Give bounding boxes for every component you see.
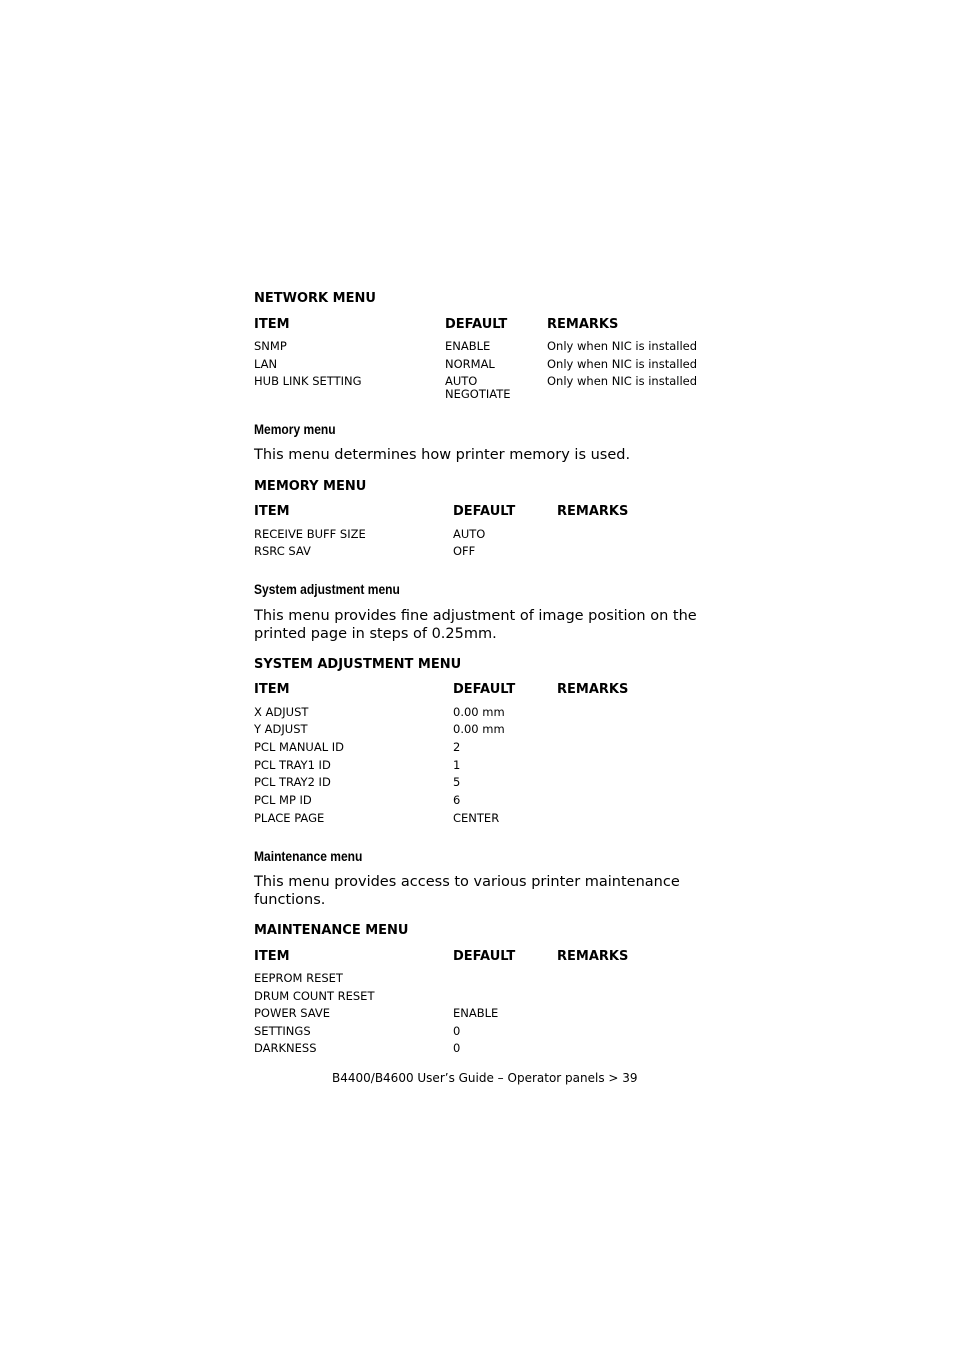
row-default: 0.00 mm	[453, 722, 505, 736]
row-default: 0	[453, 1041, 461, 1055]
row-item: RECEIVE BUFF SIZE	[254, 527, 366, 541]
memory-header-remarks: REMARKS	[557, 504, 629, 519]
row-default-continued: NEGOTIATE	[445, 387, 511, 401]
row-item: DARKNESS	[254, 1041, 317, 1055]
row-item: EEPROM RESET	[254, 971, 343, 985]
system-header-remarks: REMARKS	[557, 682, 629, 697]
system-intro-text: This menu provides fine adjustment of image position on the printed page in steps of 0.25mm.	[254, 608, 697, 642]
maintenance-header-item: ITEM	[254, 949, 290, 964]
row-item: PCL TRAY2 ID	[254, 775, 331, 789]
row-default: ENABLE	[453, 1006, 499, 1020]
system-section-heading: System adjustment menu	[254, 581, 400, 597]
row-default: 0.00 mm	[453, 705, 505, 719]
memory-header-item: ITEM	[254, 504, 290, 519]
row-item: LAN	[254, 357, 278, 371]
row-item: PLACE PAGE	[254, 811, 325, 825]
maintenance-menu-title: MAINTENANCE MENU	[254, 923, 409, 938]
row-default: AUTO	[453, 527, 486, 541]
row-default: OFF	[453, 544, 476, 558]
row-default: AUTO	[445, 374, 478, 388]
row-default: 0	[453, 1024, 461, 1038]
row-item: DRUM COUNT RESET	[254, 989, 375, 1003]
row-default: 6	[453, 793, 461, 807]
row-default: 1	[453, 758, 461, 772]
row-item: RSRC SAV	[254, 544, 311, 558]
maintenance-header-remarks: REMARKS	[557, 949, 629, 964]
memory-intro-text: This menu determines how printer memory is used.	[254, 447, 631, 463]
row-item: Y ADJUST	[254, 722, 308, 736]
system-header-item: ITEM	[254, 682, 290, 697]
row-default: ENABLE	[445, 339, 491, 353]
row-default: NORMAL	[445, 357, 495, 371]
row-default: 5	[453, 775, 461, 789]
network-header-remarks: REMARKS	[547, 317, 619, 332]
memory-menu-title: MEMORY MENU	[254, 479, 367, 494]
row-remarks: Only when NIC is installed	[547, 357, 698, 371]
row-item: SNMP	[254, 339, 287, 353]
row-item: POWER SAVE	[254, 1006, 331, 1020]
row-remarks: Only when NIC is installed	[547, 374, 698, 388]
row-item: PCL MANUAL ID	[254, 740, 345, 754]
row-remarks: Only when NIC is installed	[547, 339, 698, 353]
network-header-default: DEFAULT	[445, 317, 508, 332]
memory-section-heading: Memory menu	[254, 421, 336, 437]
row-item: SETTINGS	[254, 1024, 311, 1038]
row-default: CENTER	[453, 811, 500, 825]
network-menu-title: NETWORK MENU	[254, 291, 376, 306]
maintenance-header-default: DEFAULT	[453, 949, 516, 964]
network-header-item: ITEM	[254, 317, 290, 332]
row-item: HUB LINK SETTING	[254, 374, 362, 388]
system-menu-title: SYSTEM ADJUSTMENT MENU	[254, 657, 462, 672]
memory-header-default: DEFAULT	[453, 504, 516, 519]
maintenance-section-heading: Maintenance menu	[254, 848, 363, 864]
row-default: 2	[453, 740, 461, 754]
system-header-default: DEFAULT	[453, 682, 516, 697]
maintenance-intro-text: This menu provides access to various printer maintenance functions.	[254, 874, 680, 908]
row-item: X ADJUST	[254, 705, 309, 719]
row-item: PCL TRAY1 ID	[254, 758, 331, 772]
page-footer: B4400/B4600 User’s Guide – Operator panels > 39	[332, 1071, 638, 1085]
row-item: PCL MP ID	[254, 793, 312, 807]
